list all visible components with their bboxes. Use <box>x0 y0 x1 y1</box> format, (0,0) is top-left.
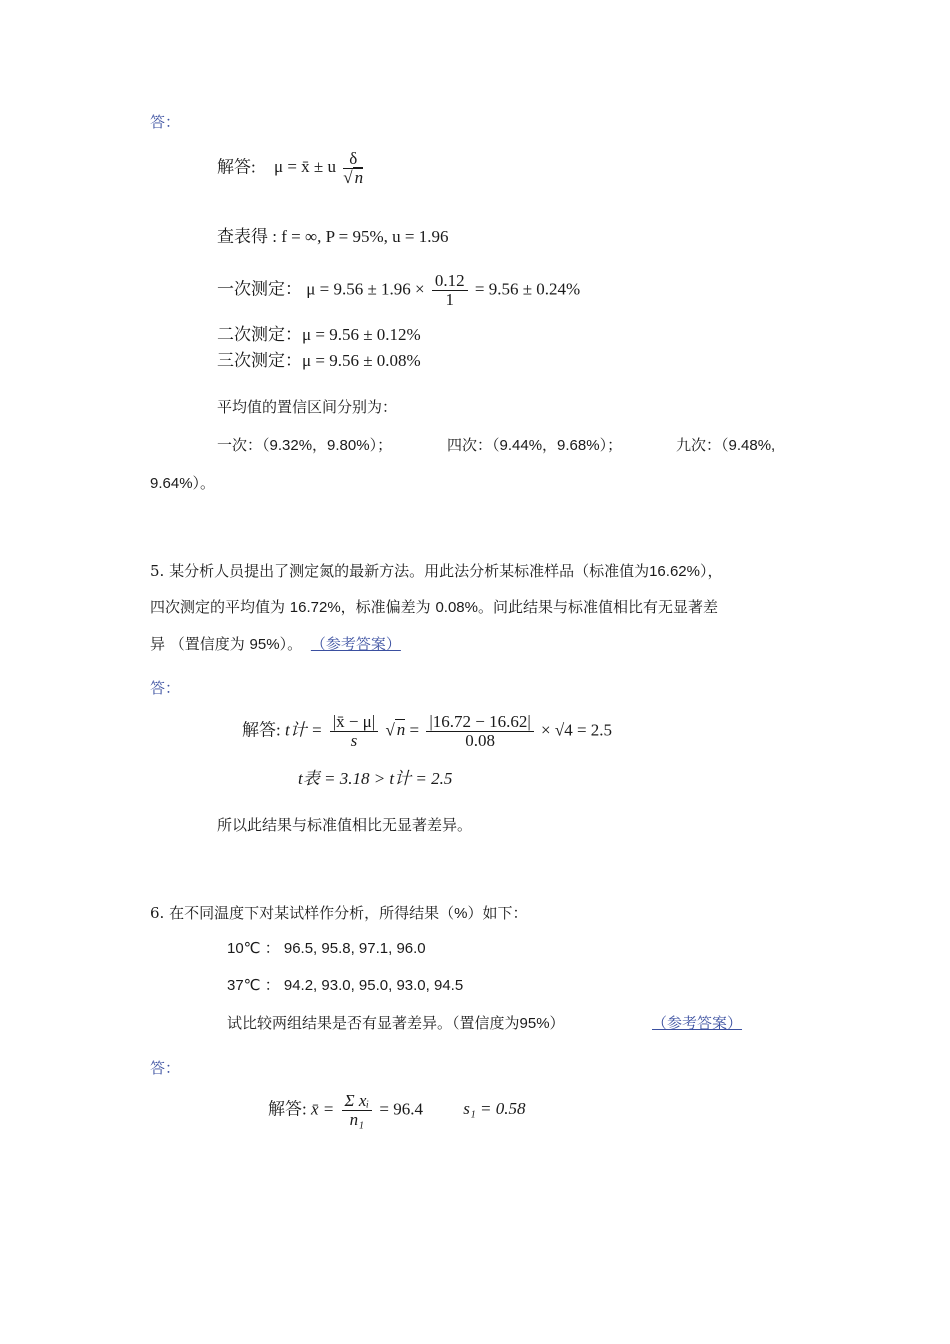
interval-four-close: ）； <box>599 436 623 454</box>
q5-text-3c: ）。 <box>279 635 303 653</box>
one-numerator: 0.12 <box>432 272 468 291</box>
interval-one-value: 9.32%，9.80% <box>269 437 370 454</box>
one-lhs: μ = 9.56 ± 1.96 × <box>306 279 425 299</box>
formula-confidence-interval <box>217 150 366 187</box>
jieda-label: 解答: <box>217 157 256 177</box>
t-tail: × √4 = 2.5 <box>541 720 613 740</box>
jieda-label: 解答: <box>242 720 281 740</box>
q5-mean-value: 16.72% <box>289 599 341 616</box>
interval-one-open: 一次：（ <box>217 436 270 454</box>
t-test-formula: 解答: t计 = $\frac{|x̄ - \mu|}{s}$ √ n = $\frac{|16.72 - 16.62|}{0.08}$ × √4 = 2.5 <box>242 712 613 750</box>
t-calc-lhs: t计 = <box>284 720 323 740</box>
answer-label: 答： <box>150 679 181 697</box>
mean-lhs: x̄ = <box>310 1099 335 1119</box>
q5-std-value: 0.08% <box>435 599 478 616</box>
q5-text-2a: 四次测定的平均值为 <box>150 598 290 616</box>
fraction-numerator: δ <box>343 150 363 169</box>
interval-nine-value-2: 9.64% <box>150 475 193 492</box>
q6-reference-answer-link[interactable]: （参考答案） <box>652 1014 743 1032</box>
fraction-denominator: √ n <box>343 168 364 187</box>
q5-confidence: 95% <box>249 636 280 653</box>
q6-question <box>227 1013 565 1034</box>
interval-four-value: 9.44%，9.68% <box>499 437 600 454</box>
q5-line-3 <box>150 634 401 655</box>
t-fraction-2-den: 0.08 <box>465 731 495 750</box>
interval-line-2 <box>150 473 215 494</box>
q5-text-1-end: ）， <box>699 562 723 580</box>
one-denominator: 1 <box>445 290 454 309</box>
q5-text-2e: 。问此结果与标准值相比有无显著差 <box>477 598 718 616</box>
q5-standard-value: 16.62% <box>649 563 700 580</box>
mean-numerator: Σ xᵢ <box>342 1092 373 1111</box>
one-label: 一次测定： <box>217 279 302 299</box>
s1-value: s₁ = 0.58 <box>463 1099 526 1119</box>
formula-lhs: μ = x̄ ± u <box>273 157 337 177</box>
interval-line <box>217 435 392 456</box>
sqrt-n: √ n <box>385 720 406 740</box>
t-compare: t表 = 3.18 > t计 = 2.5 <box>298 769 453 788</box>
lookup-line: 查表得 : f = ∞, P = 95%, u = 1.96 <box>217 227 449 246</box>
mean-formula <box>268 1092 525 1129</box>
mean-fraction <box>342 1092 373 1129</box>
q6-confidence: 95% <box>519 1015 550 1032</box>
three-measurement: 三次测定：μ = 9.56 ± 0.08% <box>217 351 421 370</box>
interval-nine-value: 9.48%, <box>728 437 776 454</box>
one-fraction <box>432 272 468 309</box>
q6-question-c: ） <box>549 1014 565 1032</box>
q6-title-a: 6. 在不同温度下对某试样作分析，所得结果（ <box>150 904 455 922</box>
q6-question-a: 试比较两组结果是否有显著差异。（置信度为 <box>227 1014 520 1032</box>
q5-text-1: 5. 某分析人员提出了测定氮的最新方法。用此法分析某标准样品（标准值为 <box>150 562 650 580</box>
q6-row-37c: 37℃ ： 94.2, 93.0, 95.0, 93.0, 94.5 <box>227 977 464 994</box>
interval-nine-open: 九次：（ <box>676 436 729 454</box>
mean-rhs: = 96.4 <box>379 1099 423 1119</box>
one-rhs: = 9.56 ± 0.24% <box>474 279 581 299</box>
t-fraction-1 <box>330 713 379 750</box>
t-fraction-1-den: s <box>350 731 358 750</box>
answer-label: 答： <box>150 113 181 131</box>
interval-four <box>447 435 622 456</box>
fraction <box>343 150 363 187</box>
interval-nine-close: ）。 <box>192 474 216 492</box>
interval-four-open: 四次：（ <box>447 436 500 454</box>
q5-line-1 <box>150 561 722 582</box>
q6-title <box>150 903 527 924</box>
q5-reference-answer-link[interactable]: （参考答案） <box>310 635 401 653</box>
q5-text-2c: ，标准偏差为 <box>340 598 436 616</box>
t-fraction-1-num: |x̄ − μ| <box>330 713 379 732</box>
answer-label: 答： <box>150 1059 181 1077</box>
t-fraction-2 <box>426 713 533 750</box>
interval-one-close: ）； <box>369 436 393 454</box>
q6-title-c: ）如下： <box>467 904 528 922</box>
jieda-label: 解答: <box>268 1099 307 1119</box>
one-measurement <box>217 272 580 309</box>
mean-denominator: n₁ <box>349 1110 365 1129</box>
q5-line-2 <box>150 597 718 618</box>
two-measurement: 二次测定：μ = 9.56 ± 0.12% <box>217 325 421 344</box>
q5-conclusion: 所以此结果与标准值相比无显著差异。 <box>217 816 473 834</box>
q6-title-unit: % <box>454 905 468 922</box>
q6-row-10c: 10℃ ： 96.5, 95.8, 97.1, 96.0 <box>227 940 426 957</box>
summary-text: 平均值的置信区间分别为： <box>217 398 398 416</box>
t-fraction-2-num: |16.72 − 16.62| <box>426 713 533 732</box>
q5-text-3a: 异 （置信度为 <box>150 635 250 653</box>
interval-nine <box>676 435 775 456</box>
